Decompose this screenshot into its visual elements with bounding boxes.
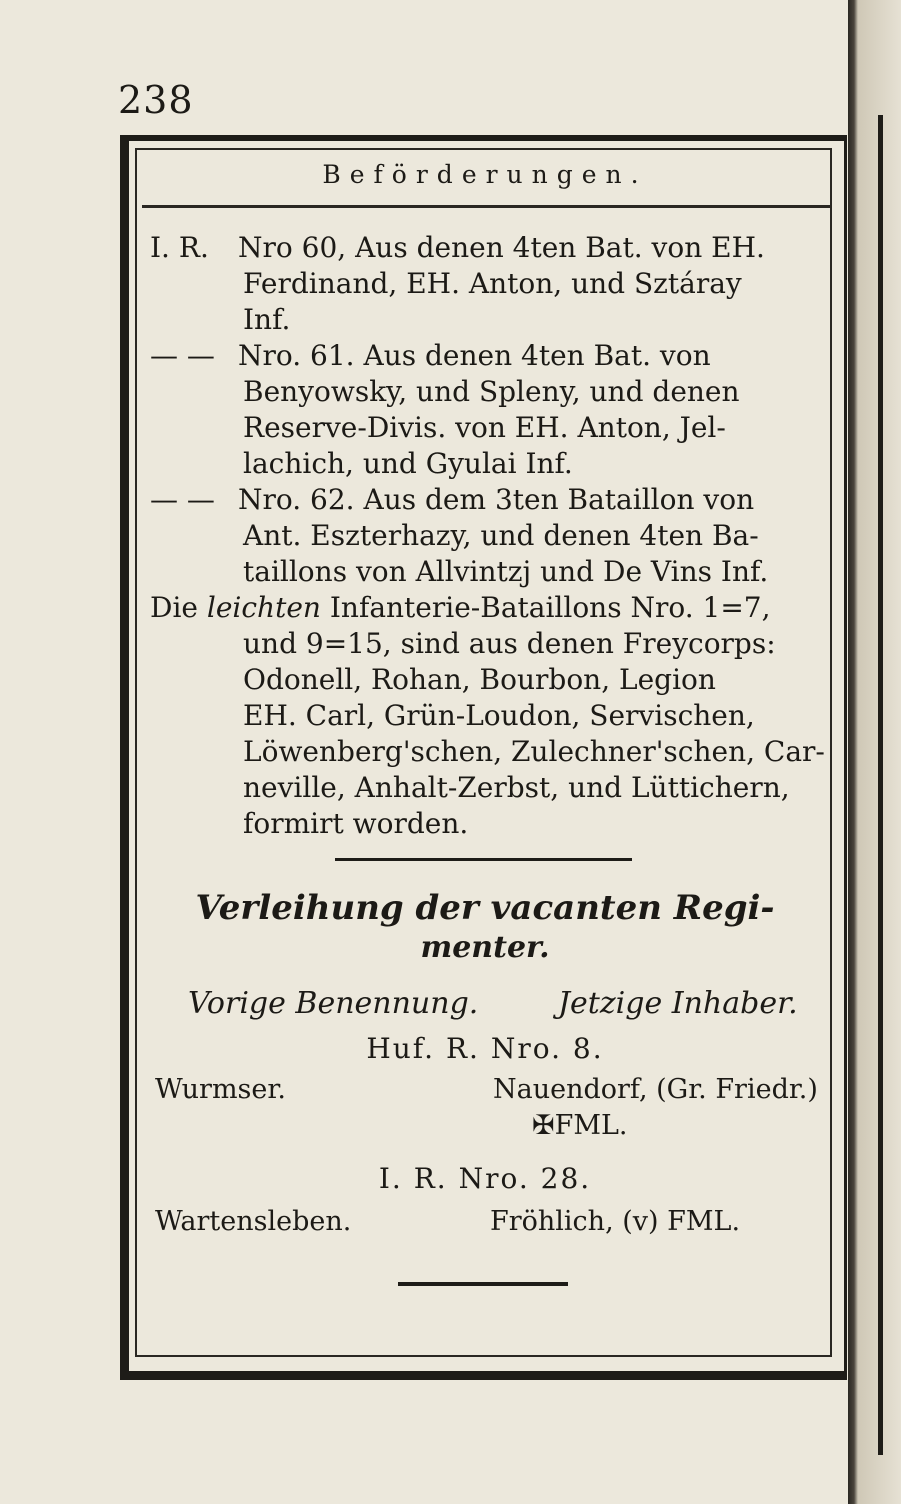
paragraph-italic-word: leichten [206,591,321,624]
entry-line [150,230,830,266]
paragraph-line: neville, Anhalt-Zerbst, und Lüttichern, [243,771,790,804]
paragraph-line: und 9=15, sind aus denen Freycorps: [243,627,776,660]
section-title-continued: menter. [420,930,550,965]
current-holder: Nauendorf, (Gr. Friedr.) [493,1074,818,1105]
facing-page-frame [878,115,893,1455]
entry-line: lachich, und Gyulai Inf. [243,447,573,480]
cross-icon: ✠ [532,1110,555,1141]
rank-text: FML. [554,1110,628,1141]
paragraph-line: Odonell, Rohan, Bourbon, Legion [243,663,716,696]
current-holder-rank [532,1110,628,1141]
entry-label: — — [150,483,215,516]
end-divider [398,1282,568,1286]
entry-line: Reserve-Divis. von EH. Anton, Jel- [243,411,726,444]
column-heading-current: Jetzige Inhaber. [558,986,798,1021]
entry-line: Ant. Eszterhazy, und denen 4ten Ba- [243,519,759,552]
current-holder: Fröhlich, (v) FML. [490,1206,741,1237]
entry-text: Nro. 61. Aus denen 4ten Bat. von [238,339,711,372]
entry-label: I. R. [150,231,209,264]
page-number: 238 [118,78,194,122]
paragraph-line: EH. Carl, Grün-Loudon, Servischen, [243,699,755,732]
entry-line: Ferdinand, EH. Anton, und Sztáray [243,267,742,300]
paragraph-line: formirt worden. [243,807,469,840]
section-title: Verleihung der vacanten Regi- [195,888,775,928]
entry-line: taillons von Allvintzj und De Vins Inf. [243,555,769,588]
entry-line: Inf. [243,303,291,336]
previous-name: Wartensleben. [155,1206,352,1237]
paragraph-word: Die [150,591,198,624]
paragraph-line: Löwenberg'schen, Zulechner'schen, Car- [243,735,825,768]
section-heading: Beförderungen. [322,160,648,189]
entry-line: Benyowsky, und Spleny, und denen [243,375,740,408]
book-spine [848,0,901,1504]
paragraph-line [150,590,830,626]
previous-name: Wurmser. [155,1074,286,1105]
entry-label: — — [150,339,215,372]
paragraph-text: Infanterie-Bataillons Nro. 1=7, [329,591,771,624]
column-heading-previous: Vorige Benennung. [188,986,479,1021]
regiment-heading: Huf. R. Nro. 8. [366,1032,604,1065]
entry-line [150,338,830,374]
entry-line [150,482,830,518]
heading-rule [142,205,832,208]
regiment-heading: I. R. Nro. 28. [378,1162,592,1195]
entry-text: Nro. 62. Aus dem 3ten Bataillon von [238,483,755,516]
entry-text: Nro 60, Aus denen 4ten Bat. von EH. [238,231,765,264]
section-divider [335,858,632,861]
